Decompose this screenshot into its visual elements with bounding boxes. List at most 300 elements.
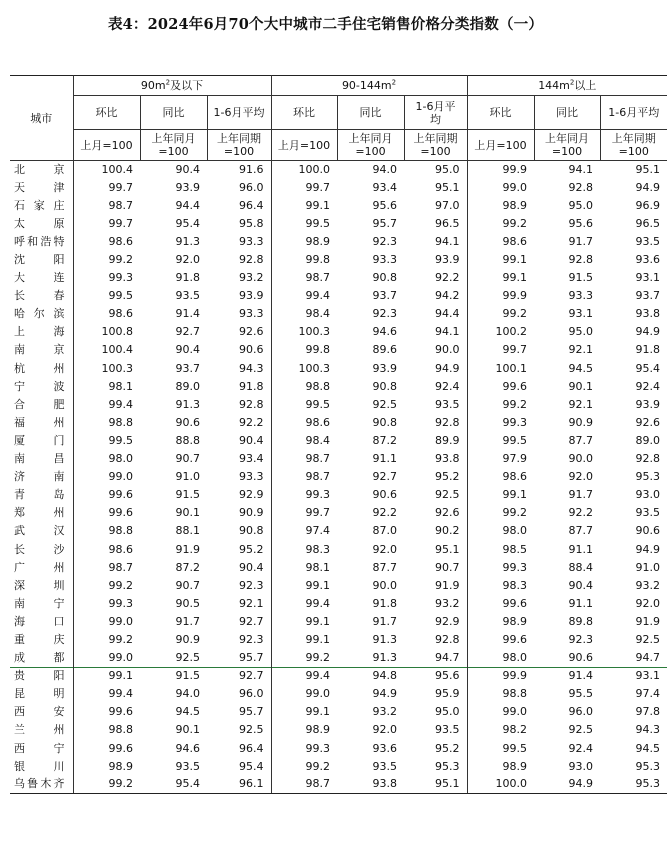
index-value: 90.7 — [175, 578, 200, 592]
index-value: 92.4 — [635, 379, 661, 393]
index-value: 90.8 — [372, 415, 397, 429]
base-header: 上年同月=100 — [140, 130, 207, 161]
index-value: 98.6 — [73, 540, 140, 558]
index-value: 92.0 — [568, 470, 594, 484]
index-value: 94.6 — [372, 325, 397, 339]
index-value: 91.6 — [239, 162, 264, 176]
index-value: 90.8 — [372, 379, 397, 393]
index-value: 98.9 — [467, 197, 534, 215]
index-value: 95.0 — [568, 325, 594, 339]
table-row — [10, 432, 667, 450]
table-row — [10, 305, 667, 323]
city-name: 北京 — [14, 162, 65, 176]
index-value: 99.7 — [271, 504, 337, 522]
base-header: 上年同期=100 — [404, 130, 467, 161]
index-value: 91.5 — [140, 667, 207, 685]
index-value: 92.8 — [568, 253, 594, 267]
index-value: 92.8 — [239, 397, 264, 411]
table-row — [10, 378, 667, 396]
index-value: 96.0 — [239, 180, 264, 194]
index-value: 94.3 — [239, 361, 264, 375]
city-name: 石家庄 — [14, 198, 65, 212]
index-value: 97.4 — [271, 522, 337, 540]
table-row — [10, 504, 667, 522]
index-value: 92.5 — [568, 723, 594, 737]
table-row — [10, 450, 667, 468]
index-value: 95.0 — [435, 162, 460, 176]
table-row — [10, 577, 667, 595]
index-value: 93.2 — [435, 596, 460, 610]
index-value: 90.0 — [435, 343, 460, 357]
index-value: 97.0 — [435, 198, 460, 212]
index-value: 97.8 — [635, 705, 661, 719]
index-value: 100.0 — [271, 161, 337, 179]
index-value: 93.2 — [239, 271, 264, 285]
city-name: 长沙 — [14, 542, 65, 556]
index-value: 91.7 — [568, 488, 594, 502]
index-value: 92.9 — [239, 488, 264, 502]
index-value: 98.6 — [467, 233, 534, 251]
index-value: 93.9 — [175, 180, 200, 194]
sub-header: 1-6月平均 — [207, 96, 271, 130]
index-value: 98.7 — [271, 269, 337, 287]
index-value: 91.5 — [568, 271, 594, 285]
table-row — [10, 360, 667, 378]
table-row — [10, 776, 667, 794]
index-value: 92.0 — [175, 253, 200, 267]
index-value: 98.0 — [73, 450, 140, 468]
index-value: 99.9 — [467, 287, 534, 305]
city-name: 成都 — [14, 650, 65, 664]
index-value: 94.7 — [435, 650, 460, 664]
index-value: 95.1 — [435, 542, 460, 556]
index-value: 90.4 — [239, 560, 264, 574]
city-name: 太原 — [14, 216, 65, 230]
index-value: 95.7 — [372, 216, 397, 230]
index-value: 99.0 — [73, 468, 140, 486]
base-header: 上月=100 — [271, 130, 337, 161]
index-value: 98.8 — [73, 414, 140, 432]
index-value: 99.0 — [467, 179, 534, 197]
index-value: 95.0 — [435, 705, 460, 719]
index-value: 92.1 — [239, 596, 264, 610]
index-value: 98.7 — [271, 776, 337, 794]
index-value: 95.7 — [239, 705, 264, 719]
index-value: 90.6 — [635, 524, 661, 538]
index-value: 94.8 — [337, 667, 404, 685]
price-index-table — [10, 75, 667, 794]
index-value: 92.3 — [239, 632, 264, 646]
index-value: 95.9 — [435, 687, 460, 701]
index-value: 98.8 — [73, 522, 140, 540]
index-value: 96.9 — [635, 198, 661, 212]
index-value: 98.3 — [271, 540, 337, 558]
index-value: 87.2 — [175, 560, 200, 574]
city-name: 青岛 — [14, 488, 65, 502]
index-value: 93.6 — [372, 741, 397, 755]
index-value: 95.4 — [175, 216, 200, 230]
index-value: 99.6 — [467, 631, 534, 649]
index-value: 95.8 — [239, 216, 264, 230]
index-value: 91.4 — [534, 667, 600, 685]
sub-header: 同比 — [140, 96, 207, 130]
index-value: 90.1 — [568, 379, 594, 393]
index-value: 99.3 — [73, 595, 140, 613]
base-header: 上年同期=100 — [600, 130, 667, 161]
index-value: 99.5 — [73, 287, 140, 305]
index-value: 93.3 — [239, 307, 264, 321]
city-name: 昆明 — [14, 687, 65, 701]
index-value: 95.6 — [568, 216, 594, 230]
index-value: 92.6 — [239, 325, 264, 339]
sub-header: 环比 — [271, 96, 337, 130]
index-value: 95.4 — [635, 361, 661, 375]
index-value: 99.9 — [467, 667, 534, 685]
index-value: 92.6 — [635, 415, 661, 429]
sub-header: 环比 — [73, 96, 140, 130]
index-value: 93.5 — [372, 759, 397, 773]
index-value: 92.2 — [372, 506, 397, 520]
city-name: 西宁 — [14, 741, 65, 755]
index-value: 99.5 — [467, 740, 534, 758]
index-value: 93.5 — [175, 289, 200, 303]
table-row — [10, 631, 667, 649]
city-name: 银川 — [14, 759, 65, 773]
index-value: 91.1 — [568, 542, 594, 556]
index-value: 89.9 — [435, 433, 460, 447]
city-name: 贵阳 — [10, 667, 73, 685]
index-value: 99.7 — [271, 179, 337, 197]
table-row — [10, 559, 667, 577]
index-value: 89.6 — [372, 343, 397, 357]
index-value: 90.6 — [372, 488, 397, 502]
index-value: 98.6 — [73, 233, 140, 251]
index-value: 95.6 — [372, 198, 397, 212]
sub-header: 1-6月平均 — [600, 96, 667, 130]
index-value: 93.6 — [635, 253, 661, 267]
index-value: 95.2 — [239, 542, 264, 556]
table-row — [10, 595, 667, 613]
city-name: 长春 — [14, 289, 65, 303]
sub-header: 同比 — [534, 96, 600, 130]
index-value: 90.1 — [175, 723, 200, 737]
index-value: 97.9 — [467, 450, 534, 468]
index-value: 99.6 — [73, 703, 140, 721]
index-value: 90.7 — [175, 452, 200, 466]
index-value: 91.7 — [175, 614, 200, 628]
table-row — [10, 486, 667, 504]
index-value: 90.0 — [372, 578, 397, 592]
index-value: 99.3 — [73, 269, 140, 287]
index-value: 98.7 — [271, 450, 337, 468]
index-value: 89.0 — [635, 433, 661, 447]
index-value: 91.7 — [372, 614, 397, 628]
index-value: 95.4 — [140, 776, 207, 794]
index-value: 95.4 — [239, 759, 264, 773]
index-value: 87.7 — [568, 524, 594, 538]
index-value: 90.6 — [239, 343, 264, 357]
index-value: 91.8 — [175, 271, 200, 285]
city-name: 南京 — [14, 343, 65, 357]
index-value: 92.3 — [568, 632, 594, 646]
index-value: 95.1 — [635, 162, 661, 176]
table-row — [10, 414, 667, 432]
group-header-large: $144m^2$以上 — [467, 76, 667, 96]
index-value: 91.9 — [435, 578, 460, 592]
index-value: 92.8 — [239, 253, 264, 267]
index-value: 98.9 — [271, 721, 337, 739]
index-value: 92.5 — [239, 723, 264, 737]
index-value: 91.1 — [568, 596, 594, 610]
table-row — [10, 197, 667, 215]
index-value: 92.1 — [568, 343, 594, 357]
index-value: 99.2 — [73, 776, 140, 794]
table-row — [10, 233, 667, 251]
index-value: 91.8 — [239, 379, 264, 393]
index-value: 99.4 — [271, 667, 337, 685]
city-name: 上海 — [14, 325, 65, 339]
city-header: 城市 — [10, 76, 73, 161]
city-name: 沈阳 — [14, 253, 65, 267]
index-value: 90.9 — [568, 415, 594, 429]
index-value: 99.1 — [271, 613, 337, 631]
index-value: 92.9 — [435, 614, 460, 628]
index-value: 99.5 — [271, 396, 337, 414]
index-value: 99.3 — [271, 740, 337, 758]
index-value: 98.4 — [271, 432, 337, 450]
table-row — [10, 179, 667, 197]
index-value: 99.2 — [467, 215, 534, 233]
index-value: 95.2 — [435, 741, 460, 755]
index-value: 91.9 — [635, 614, 661, 628]
city-name: 郑州 — [14, 506, 65, 520]
index-value: 93.7 — [372, 289, 397, 303]
index-value: 98.5 — [467, 540, 534, 558]
index-value: 98.3 — [467, 577, 534, 595]
table-row — [10, 540, 667, 558]
sub-header: 环比 — [467, 96, 534, 130]
index-value: 92.8 — [435, 632, 460, 646]
index-value: 88.4 — [568, 560, 594, 574]
index-value: 92.3 — [239, 578, 264, 592]
index-value: 92.4 — [435, 379, 460, 393]
table-row — [10, 758, 667, 776]
index-value: 93.0 — [635, 488, 661, 502]
index-value: 98.9 — [271, 233, 337, 251]
index-value: 99.1 — [271, 703, 337, 721]
index-value: 93.1 — [635, 271, 661, 285]
index-value: 99.2 — [73, 631, 140, 649]
index-value: 99.4 — [73, 396, 140, 414]
table-row — [10, 468, 667, 486]
index-value: 95.2 — [435, 470, 460, 484]
city-name: 济南 — [14, 470, 65, 484]
index-value: 92.0 — [372, 723, 397, 737]
index-value: 96.5 — [435, 216, 460, 230]
index-value: 99.3 — [467, 559, 534, 577]
index-value: 92.7 — [372, 470, 397, 484]
index-value: 99.2 — [271, 758, 337, 776]
index-value: 91.3 — [372, 632, 397, 646]
sub-header: 同比 — [337, 96, 404, 130]
table-row — [10, 269, 667, 287]
page-title: 表4：2024年6月70个大中城市二手住宅销售价格分类指数（一） — [107, 16, 544, 33]
index-value: 99.8 — [271, 251, 337, 269]
city-name: 武汉 — [14, 524, 65, 538]
index-value: 94.9 — [635, 180, 661, 194]
index-value: 92.1 — [568, 397, 594, 411]
table-row — [10, 649, 667, 667]
index-value: 99.1 — [467, 486, 534, 504]
index-value: 93.1 — [568, 307, 594, 321]
table-row — [10, 522, 667, 540]
city-name: 南昌 — [14, 452, 65, 466]
index-value: 99.6 — [467, 595, 534, 613]
index-value: 94.4 — [175, 198, 200, 212]
index-value: 92.7 — [175, 325, 200, 339]
index-value: 90.5 — [175, 596, 200, 610]
index-value: 92.5 — [372, 397, 397, 411]
index-value: 92.3 — [372, 234, 397, 248]
index-value: 91.0 — [635, 560, 661, 574]
sub-header: 1-6月平均 — [404, 96, 467, 130]
city-name: 哈尔滨 — [14, 307, 65, 321]
index-value: 98.9 — [467, 613, 534, 631]
index-value: 94.9 — [635, 542, 661, 556]
table-row — [10, 703, 667, 721]
city-name: 厦门 — [14, 433, 65, 447]
index-value: 98.8 — [467, 685, 534, 703]
index-value: 90.8 — [372, 271, 397, 285]
index-value: 99.1 — [271, 197, 337, 215]
index-value: 100.4 — [73, 161, 140, 179]
index-value: 99.5 — [271, 215, 337, 233]
index-value: 100.4 — [73, 341, 140, 359]
index-value: 98.1 — [73, 378, 140, 396]
index-value: 91.1 — [372, 452, 397, 466]
table-row — [10, 215, 667, 233]
index-value: 93.5 — [435, 723, 460, 737]
index-value: 93.3 — [239, 470, 264, 484]
index-value: 94.1 — [435, 234, 460, 248]
index-value: 98.9 — [73, 758, 140, 776]
index-value: 93.4 — [239, 452, 264, 466]
city-name: 大连 — [14, 271, 65, 285]
index-value: 100.1 — [467, 360, 534, 378]
index-value: 99.7 — [73, 179, 140, 197]
index-value: 94.6 — [175, 741, 200, 755]
index-value: 90.6 — [568, 650, 594, 664]
index-value: 94.9 — [534, 776, 600, 794]
city-name: 海口 — [14, 614, 65, 628]
base-header: 上月=100 — [73, 130, 140, 161]
index-value: 98.0 — [467, 649, 534, 667]
index-value: 93.5 — [435, 397, 460, 411]
index-value: 95.3 — [635, 759, 661, 773]
index-value: 93.3 — [568, 289, 594, 303]
city-name: 天津 — [14, 180, 65, 194]
index-value: 99.2 — [467, 305, 534, 323]
table-row — [10, 323, 667, 341]
index-value: 94.0 — [372, 162, 397, 176]
index-value: 94.9 — [435, 361, 460, 375]
index-value: 90.1 — [175, 506, 200, 520]
table-row — [10, 613, 667, 631]
index-value: 100.0 — [467, 776, 534, 794]
index-value: 93.2 — [635, 578, 661, 592]
city-name: 西安 — [14, 705, 65, 719]
index-value: 93.1 — [600, 667, 667, 685]
index-value: 88.8 — [175, 433, 200, 447]
index-value: 94.3 — [635, 723, 661, 737]
index-value: 90.9 — [175, 632, 200, 646]
city-name: 广州 — [14, 560, 65, 574]
group-header-medium: $90-144m^2$ — [271, 76, 467, 96]
index-value: 87.7 — [372, 560, 397, 574]
index-value: 93.2 — [372, 705, 397, 719]
index-value: 97.4 — [635, 687, 661, 701]
index-value: 96.5 — [635, 216, 661, 230]
index-value: 98.6 — [73, 305, 140, 323]
group-header-small: $90m^2$及以下 — [73, 76, 271, 96]
index-value: 94.5 — [568, 361, 594, 375]
index-value: 96.4 — [239, 741, 264, 755]
index-value: 87.2 — [372, 433, 397, 447]
index-value: 98.0 — [467, 522, 534, 540]
base-header: 上年同月=100 — [534, 130, 600, 161]
index-value: 99.2 — [271, 649, 337, 667]
table-row — [10, 667, 667, 685]
index-value: 99.6 — [467, 378, 534, 396]
index-value: 91.3 — [175, 397, 200, 411]
index-value: 92.0 — [635, 596, 661, 610]
index-value: 99.1 — [467, 269, 534, 287]
base-header: 上月=100 — [467, 130, 534, 161]
index-value: 91.3 — [175, 234, 200, 248]
index-value: 99.4 — [73, 685, 140, 703]
table-row — [10, 341, 667, 359]
index-value: 99.7 — [467, 341, 534, 359]
index-value: 98.4 — [271, 305, 337, 323]
index-value: 90.4 — [175, 343, 200, 357]
index-value: 92.2 — [239, 415, 264, 429]
index-value: 92.0 — [372, 542, 397, 556]
index-value: 93.8 — [337, 776, 404, 794]
index-value: 98.2 — [467, 721, 534, 739]
city-name: 兰州 — [14, 723, 65, 737]
index-value: 100.3 — [73, 360, 140, 378]
index-value: 92.7 — [239, 614, 264, 628]
city-name: 深圳 — [14, 578, 65, 592]
index-value: 92.5 — [635, 632, 661, 646]
index-value: 100.2 — [467, 323, 534, 341]
index-value: 99.6 — [73, 740, 140, 758]
index-value: 87.0 — [372, 524, 397, 538]
index-value: 94.2 — [435, 289, 460, 303]
index-value: 90.4 — [568, 578, 594, 592]
index-value: 99.2 — [73, 577, 140, 595]
index-value: 99.8 — [271, 341, 337, 359]
index-value: 92.8 — [435, 415, 460, 429]
index-value: 89.8 — [568, 614, 594, 628]
index-value: 98.1 — [271, 559, 337, 577]
index-value: 90.7 — [435, 560, 460, 574]
index-value: 93.5 — [175, 759, 200, 773]
index-value: 99.5 — [73, 432, 140, 450]
index-value: 99.5 — [467, 432, 534, 450]
index-value: 98.6 — [271, 414, 337, 432]
index-value: 92.5 — [175, 650, 200, 664]
